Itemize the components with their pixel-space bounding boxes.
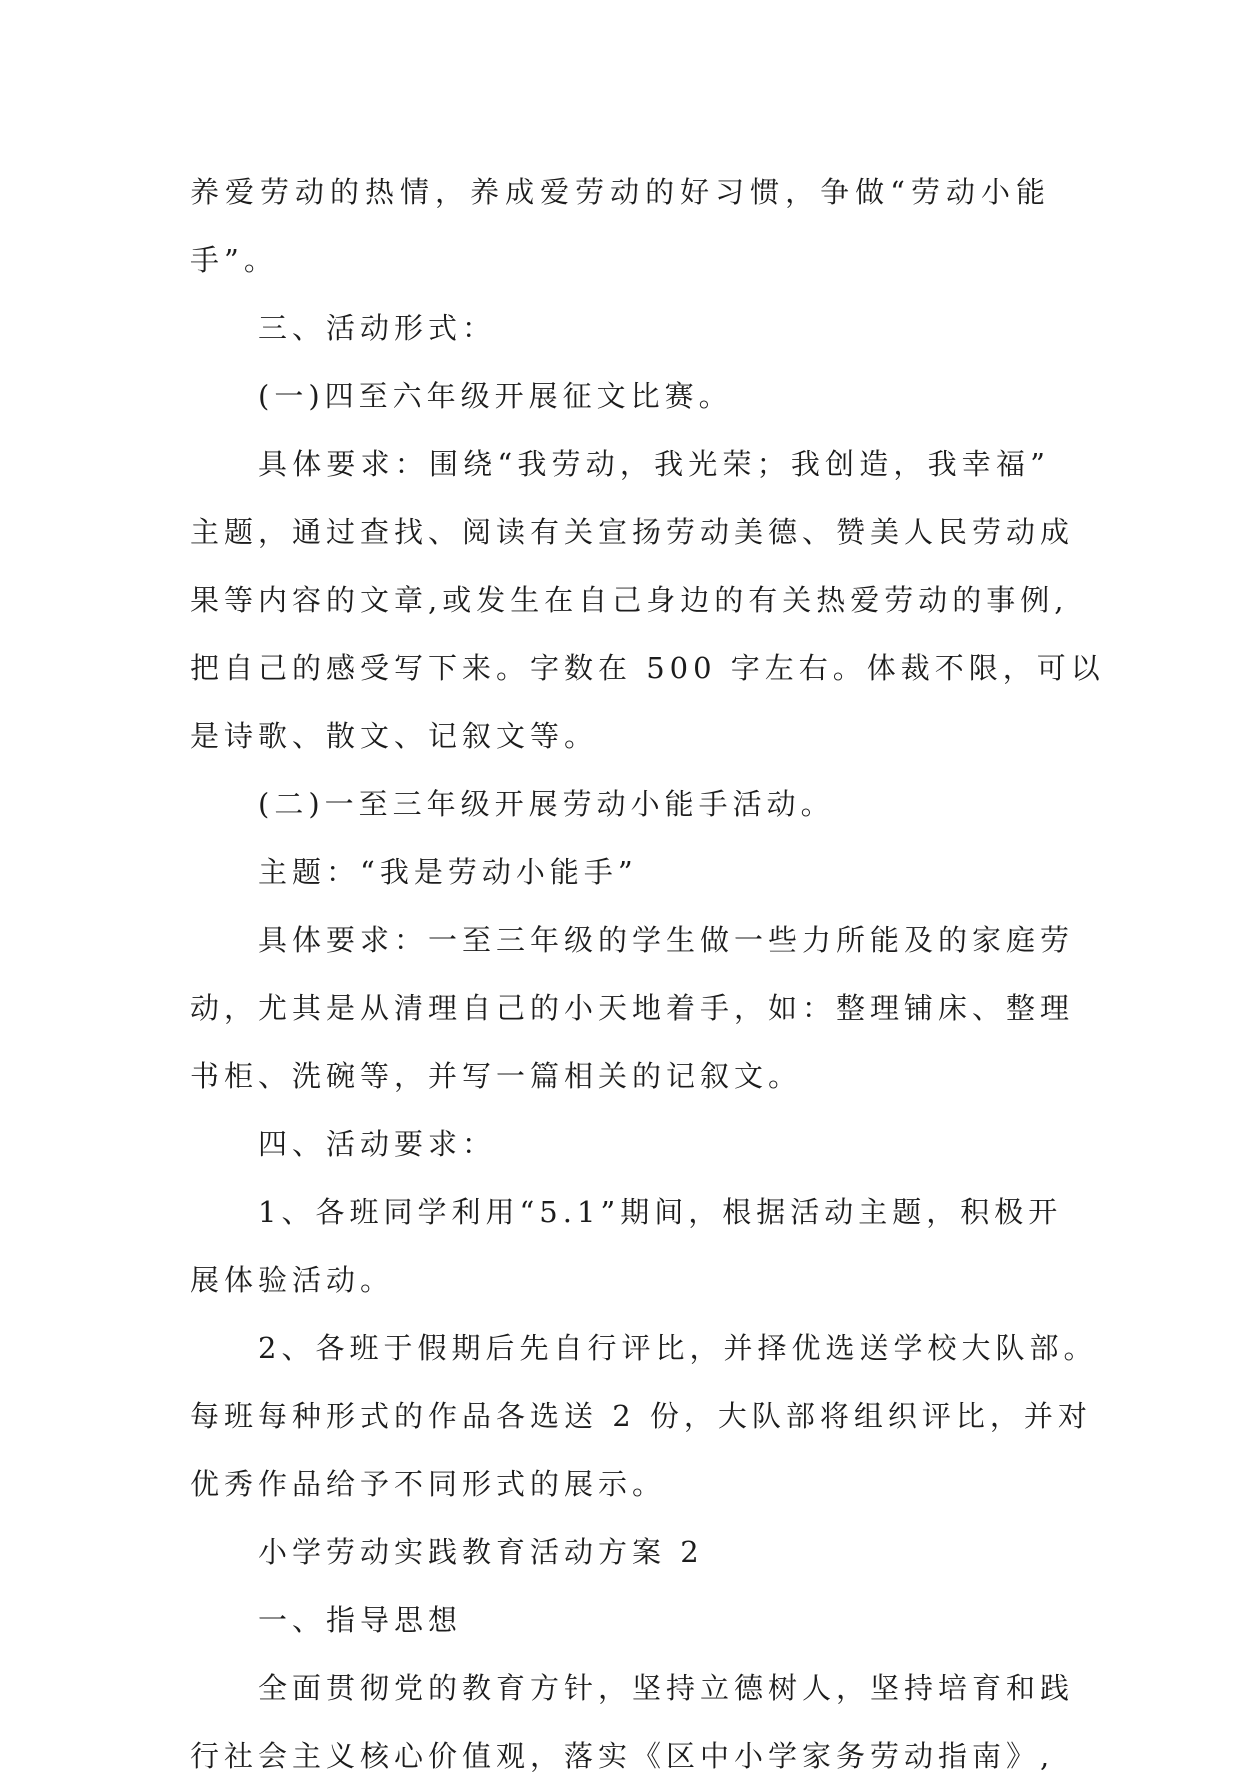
document-body: [190, 158, 1105, 1790]
text-line: 具体要求：围绕“我劳动，我光荣；我创造，我幸福”: [258, 447, 1050, 481]
text-line: 书柜、洗碗等，并写一篇相关的记叙文。: [190, 1059, 803, 1093]
subsection-heading: (一)四至六年级开展征文比赛。: [258, 379, 733, 413]
section-heading: 一、指导思想: [258, 1603, 463, 1637]
text-line: 主题：“我是劳动小能手”: [258, 855, 638, 889]
text-line: 展体验活动。: [190, 1263, 395, 1297]
text-line: 主题，通过查找、阅读有关宣扬劳动美德、赞美人民劳动成: [190, 515, 1075, 549]
text-line: 全面贯彻党的教育方针，坚持立德树人，坚持培育和践: [258, 1671, 1075, 1705]
text-line: 果等内容的文章,或发生在自己身边的有关热爱劳动的事例,: [190, 583, 1069, 617]
text-line: 行社会主义核心价值观，落实《区中小学家务劳动指南》,: [190, 1739, 1055, 1773]
text-line: 养爱劳动的热情，养成爱劳动的好习惯，争做“劳动小能: [190, 175, 1050, 209]
text-line: 1、各班同学利用“5.1”期间，根据活动主题，积极开: [258, 1195, 1063, 1229]
text-line: 具体要求：一至三年级的学生做一些力所能及的家庭劳: [258, 923, 1075, 957]
text-line: 手”。: [190, 243, 278, 277]
document-title: 小学劳动实践教育活动方案 2: [258, 1535, 704, 1569]
text-line: 每班每种形式的作品各选送 2 份，大队部将组织评比，并对: [190, 1399, 1092, 1433]
text-line: 把自己的感受写下来。字数在 500 字左右。体裁不限，可以: [190, 651, 1105, 685]
text-line: 优秀作品给予不同形式的展示。: [190, 1467, 667, 1501]
section-heading: 三、活动形式：: [258, 311, 497, 345]
text-line: 是诗歌、散文、记叙文等。: [190, 719, 599, 753]
text-line: 动，尤其是从清理自己的小天地着手，如：整理铺床、整理: [190, 991, 1075, 1025]
text-line: 2、各班于假期后先自行评比，并择优选送学校大队部。: [258, 1331, 1098, 1365]
section-heading: 四、活动要求：: [258, 1127, 497, 1161]
subsection-heading: (二)一至三年级开展劳动小能手活动。: [258, 787, 835, 821]
